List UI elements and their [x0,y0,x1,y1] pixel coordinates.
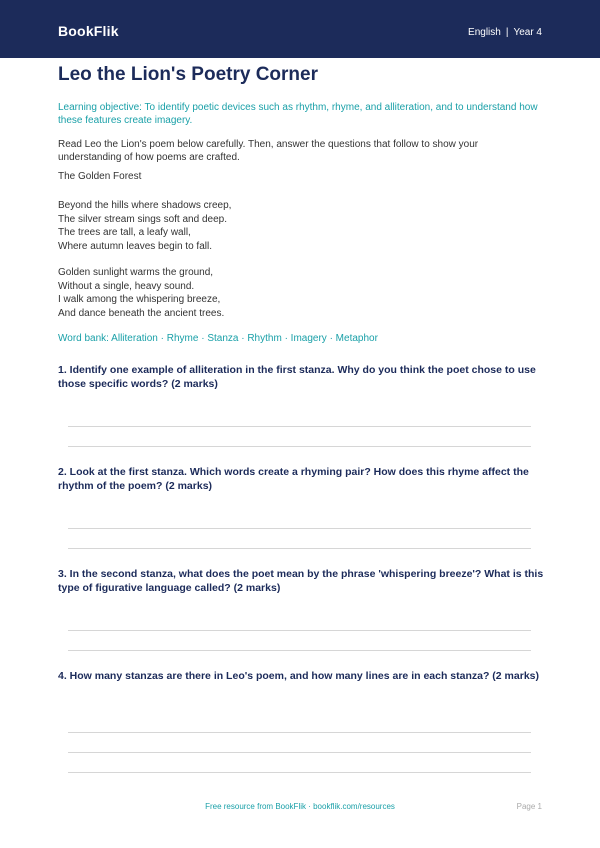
answer-line[interactable] [68,528,531,529]
answer-line[interactable] [68,650,531,651]
page-number: Page 1 [516,802,542,811]
answer-line[interactable] [68,732,531,733]
brand-logo-text[interactable]: BookFlik [58,23,119,39]
poem-line: Beyond the hills where shadows creep, [58,200,232,211]
poem-stanza-1 [58,199,231,254]
intro-text: Read Leo the Lion's poem below carefully. Then, answer the questions that follow to show your understanding of how poems are crafted. [58,139,479,163]
poem-line: Golden sunlight warms the ground, [58,267,214,278]
poem-line: The silver stream sings soft and deep. [58,213,227,225]
poem-line: Where autumn leaves begin to fall. [58,241,212,253]
footer-credit[interactable]: Free resource from BookFlik · bookflik.com/resources [205,802,395,811]
poem-line: The trees are tall, a leafy wall, [58,227,191,239]
answer-line[interactable] [68,446,531,447]
question-3: 3. In the second stanza, what does the poet mean by the phrase 'whispering breeze'? What is this type of figurative language called? (2 marks) [58,568,544,594]
poem-stanza-2 [58,266,224,321]
word-bank: Word bank: Alliteration · Rhyme · Stanza · Rhythm · Imagery · Metaphor [58,333,378,344]
question-1: 1. Identify one example of alliteration in the first stanza. Why do you think the poet chose to use those specific words? (2 marks) [58,364,536,390]
answer-line[interactable] [68,772,531,773]
poem-line: I walk among the whispering breeze, [58,294,221,306]
question-4: 4. How many stanzas are there in Leo's poem, and how many lines are in each stanza? (2 marks) [58,670,539,682]
question-2: 2. Look at the first stanza. Which words create a rhyming pair? How does this rhyme affect the rhythm of the poem? (2 marks) [58,466,529,492]
answer-line[interactable] [68,548,531,549]
answer-line[interactable] [68,752,531,753]
subject-year [468,27,542,38]
poem-line: And dance beneath the ancient trees. [58,308,225,320]
header-bar [0,0,600,58]
poem-line: Without a single, heavy sound. [58,280,195,292]
page-title: Leo the Lion's Poetry Corner [58,64,318,85]
poem-title: The Golden Forest [58,171,142,182]
answer-line[interactable] [68,630,531,631]
year-label: Year 4 [513,27,542,38]
subject-label: English [468,27,501,38]
learning-objective: Learning objective: To identify poetic devices such as rhythm, rhyme, and alliteration, and to understand how these features create imagery. [58,102,538,126]
answer-line[interactable] [68,426,531,427]
meta-separator: | [505,27,509,38]
